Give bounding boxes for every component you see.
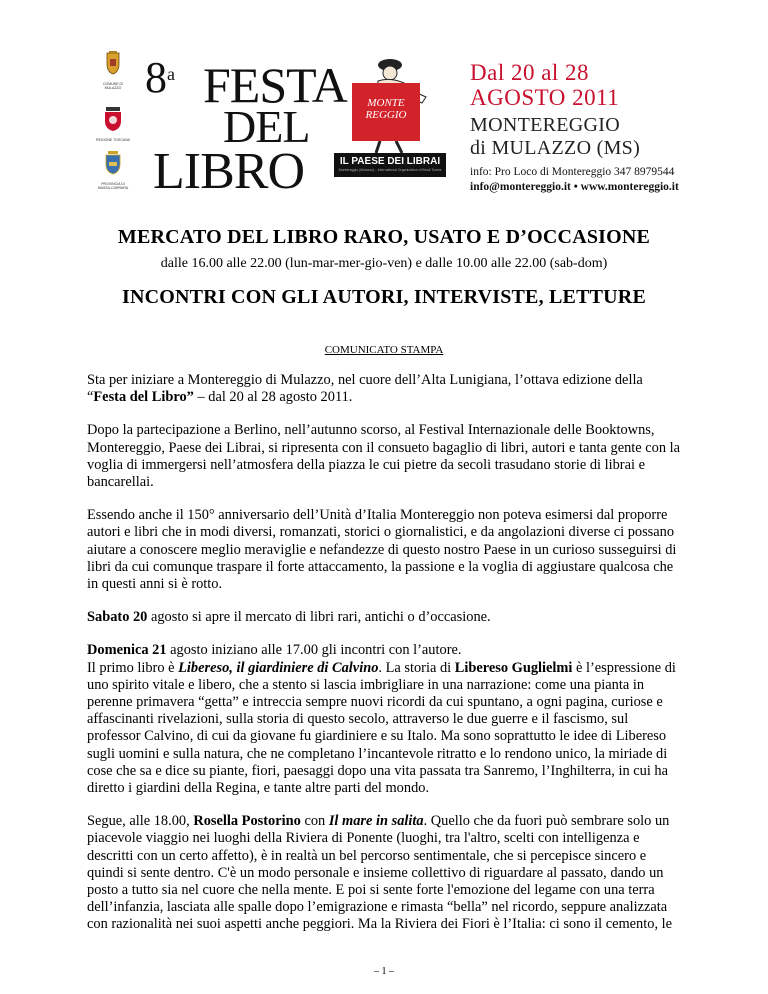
title-incontri: INCONTRI CON GLI AUTORI, INTERVISTE, LETTURE (122, 286, 646, 308)
place-line-1: MONTEREGGIO (470, 114, 620, 136)
book-peddler-badge (334, 55, 446, 177)
logo-ordinal: 8$^a$ (145, 53, 175, 102)
logo-word-libro: LIBRO (153, 143, 304, 200)
paragraph-berlino: Dopo la partecipazione a Berlino, nell’autunno scorso, al Festival Internazionale delle Booktowns, Montereggio, Paese dei Librai, si ripresenta con il consueto bagaglio di libri, autori e tanta gente con la voglia di immergersi nell’atmosfera della piazza le cui pietre da secoli trasudano storie di librai e bancarellai. (87, 422, 681, 491)
crest-regione (95, 106, 131, 142)
paragraph-libereso: Il primo libro è Libereso, il giardiniere di Calvino. La storia di Libereso Guglielmi è l’espressione di uno spirito vitale e libero, che a stento si lascia imbrigliare in una narrazione: come una pianta in perenne primavera “getta” e intreccia sempre nuovi ricordi da cui spuntano, a ogni pagina, curiose e affascinanti rivelazioni, sulla storia di questo secolo, attraverso le due guerre e il fascismo, sul professor Calvino, di cui da giovane fu giardiniere e su Italo. Ma sono soprattutto le idee di Libereso sugli uomini e sulla natura, che ne completano l’incantevole ritratto e lo rendono unico, la miriade di cose che sa e dice su piante, fiori, paesaggi dopo una vita passata tra Sanremo, l’Inghilterra, in cui ha diretto i giardini della Regina, e tante altre parti del mondo. (87, 659, 676, 797)
info-contacts: info@montereggio.it • www.montereggio.it (470, 181, 679, 193)
page-number: – 1 – (374, 966, 394, 977)
letterhead (0, 0, 768, 200)
crest-shield-icon (95, 150, 131, 176)
montereggio-red-box: MONTE REGGIO (352, 83, 420, 141)
place-line-2: di MULAZZO (MS) (470, 137, 641, 159)
paragraph-domenica: Domenica 21 agosto iniziano alle 17.00 gli incontri con l’autore. (87, 642, 462, 659)
crest-shield-icon (95, 50, 131, 76)
logo-word-festa: FESTA (203, 57, 347, 113)
opening-hours: dalle 16.00 alle 22.00 (lun-mar-mer-gio-ven) e dalle 10.00 alle 22.00 (sab-dom) (160, 256, 608, 271)
event-dates-block (470, 60, 760, 195)
press-release-label: COMUNICATO STAMPA (324, 344, 444, 356)
crest-caption: REGIONE TOSCANA (96, 138, 130, 142)
title-mercato: MERCATO DEL LIBRO RARO, USATO E D’OCCASIONE (117, 226, 651, 248)
logo-word-del: DEL (223, 101, 310, 152)
info-phone: info: Pro Loco di Montereggio 347 8979544 (470, 166, 675, 178)
crest-provincia (95, 150, 131, 190)
festa-del-libro-logo (145, 48, 347, 200)
paragraph-postorino: Segue, alle 18.00, Rosella Postorino con Il mare in salita. Quello che da fuori può sembrare solo un piacevole viaggio nei luoghi della Riviera di Ponente (luoghi, tra l'altro, scelti con intelligenza e descritti con un certo affetto), è in realtà un bel percorso sentimentale, che si percepisce sincero e quindi si sente dentro. C'è un modo personale e insieme collettivo di riguardare al passato, dando un posto a tutto sia nel cuore che nella mente. E poi si sente forte l'emozione del legame con una terra dell’infanzia, lasciata alle spalle dopo l’emigrazione e rimasta “bella” nel ricordo, seppure analizzata con razionalità nei suoi aspetti anche peggiori. Ma la Riviera dei Fiori è l’Italia: ci sono il cemento, le (87, 813, 673, 933)
dates-line-1: Dal 20 al 28 (470, 60, 590, 85)
paragraph-sabato: Sabato 20 agosto si apre il mercato di libri rari, antichi o d’occasione. (87, 609, 491, 626)
crest-shield-icon (95, 106, 131, 132)
paragraph-intro: Sta per iniziare a Montereggio di Mulazzo, nel cuore dell’Alta Lunigiana, l’ottava edizione della “Festa del Libro” – dal 20 al 28 agosto 2011. (87, 372, 643, 406)
crest-mulazzo (95, 50, 131, 90)
paese-dei-librai-bar: IL PAESE DEI LIBRAI Montereggio (Mulazzo) - International Organization of Book Towns (334, 153, 446, 177)
body-text (87, 372, 681, 950)
dates-line-2: AGOSTO 2011 (470, 85, 620, 110)
crest-caption: COMUNE DI MULAZZO (102, 82, 124, 90)
paragraph-anniversario: Essendo anche il 150° anniversario dell’Unità d’Italia Montereggio non poteva esimersi dal proporre autori e libri che in modi diversi, romanzati, storici o giornalistici, e da angolazioni diverse ci possano aiutare a conoscere meglio meraviglie e nefandezze di questo nostro Paese in un curioso susseguirsi di libri da cui comunque traspare il forte attaccamento, la passione e la voglia di aggiustare qualcosa che in questi anni si è rotto. (87, 507, 677, 593)
crest-caption: PROVINCIA DI MASSA-CARRARA (97, 182, 129, 190)
